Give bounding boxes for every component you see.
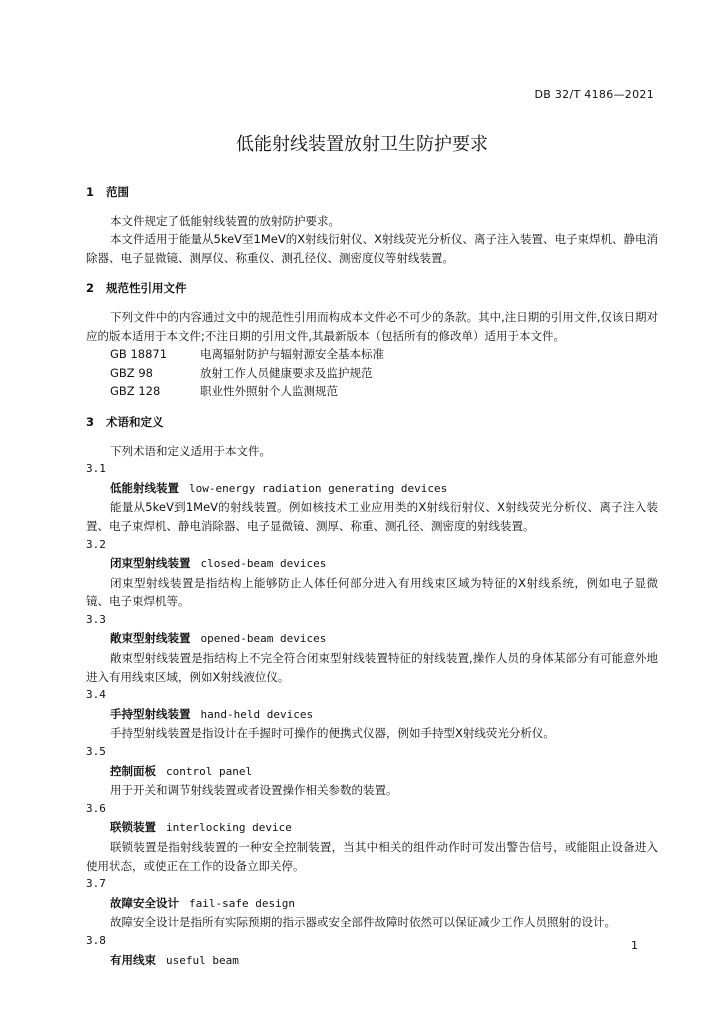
term-definition: 闭束型射线装置是指结构上能够防止人体任何部分进入有用线束区域为特征的X射线系统，例如电子显微镜、电子束焊机等。 — [86, 575, 658, 609]
paragraph: 本文件规定了低能射线装置的放射防护要求。 — [110, 213, 340, 228]
paragraph: 下列文件中的内容通过文中的规范性引用而构成本文件必不可少的条款。其中,注日期的引用文件,仅该日期对应的版本适用于本文件;不注日期的引用文件,其最新版本（包括所有的修改单）适用于本文件。 — [86, 309, 658, 343]
term-number: 3.5 — [86, 745, 106, 759]
reference-code: GB 18871 — [110, 347, 168, 362]
term-definition: 手持型射线装置是指设计在手握时可操作的便携式仪器，例如手持型X射线荧光分析仪。 — [110, 726, 555, 741]
term-name-zh: 故障安全设计 — [110, 895, 179, 910]
reference-code: GBZ 98 — [110, 365, 153, 380]
reference-row — [86, 345, 658, 364]
reference-code: GBZ 128 — [110, 384, 161, 399]
term-name-zh: 联锁装置 — [110, 820, 156, 835]
document-title: 低能射线装置放射卫生防护要求 — [236, 134, 488, 155]
section-title: 术语和定义 — [106, 414, 164, 429]
reference-title: 电离辐射防护与辐射源安全基本标准 — [200, 347, 384, 362]
standard-number: DB 32/T 4186—2021 — [534, 88, 654, 101]
term-number: 3.4 — [86, 688, 106, 702]
reference-row — [86, 364, 658, 383]
term-number: 3.7 — [86, 877, 106, 891]
term-name-zh: 敞束型射线装置 — [110, 631, 191, 646]
term-name-en: closed-beam devices — [200, 557, 327, 571]
paragraph — [86, 230, 658, 267]
term-number: 3.3 — [86, 612, 106, 626]
term-name — [86, 705, 658, 725]
reference-title: 放射工作人员健康要求及监护规范 — [200, 365, 373, 380]
term-definition: 故障安全设计是指所有实际预期的指示器或安全部件故障时依然可以保证减少工作人员照射的设计。 — [110, 915, 616, 930]
term-name-en: low-energy radiation generating devices — [189, 481, 448, 495]
term-definition: 用于开关和调节射线装置或者设置操作相关参数的装置。 — [110, 783, 398, 798]
term-name — [86, 762, 658, 782]
term-definition: 能量从5keV到1MeV的射线装置。例如核技术工业应用类的X射线衍射仪、X射线荧光分析仪、离子注入装置、电子束焊机、静电消除器、电子显微镜、测厚、称重、测孔径、测密度的射线装置。 — [86, 500, 658, 533]
term-name-zh: 有用线束 — [110, 952, 156, 967]
term-name-en: hand-held devices — [200, 707, 314, 721]
term-name-zh: 控制面板 — [110, 763, 156, 778]
term-number: 3.6 — [86, 801, 106, 815]
term-name — [86, 629, 658, 649]
term-name-en: control panel — [166, 764, 253, 778]
term-name — [86, 554, 658, 574]
term-number: 3.2 — [86, 537, 106, 551]
document-body — [86, 183, 658, 970]
section-number: 1 — [86, 185, 95, 199]
paragraph: 下列术语和定义适用于本文件。 — [110, 443, 271, 458]
term-name — [86, 479, 658, 499]
term-name-zh: 闭束型射线装置 — [110, 556, 191, 571]
term-name-en: interlocking device — [166, 821, 292, 835]
section-2-heading — [86, 279, 658, 298]
term-name-zh: 低能射线装置 — [110, 480, 179, 495]
term-name-zh: 手持型射线装置 — [110, 706, 191, 721]
section-number: 3 — [86, 414, 95, 429]
section-title: 规范性引用文件 — [106, 281, 187, 296]
term-name — [86, 894, 658, 914]
term-name — [86, 818, 658, 838]
section-1-heading — [86, 183, 658, 202]
term-definition: 敞束型射线装置是指结构上不完全符合闭束型射线装置特征的射线装置,操作人员的身体某部分有可能意外地进入有用线束区域，例如X射线液位仪。 — [86, 651, 658, 684]
term-name-en: fail-safe design — [189, 896, 295, 910]
term-name-en: useful beam — [166, 953, 239, 967]
reference-title: 职业性外照射个人监测规范 — [200, 384, 338, 399]
paragraph-text: 本文件适用于能量从5keV至1MeV的X射线衍射仪、X射线荧光分析仪、离子注入装置、电子束焊机、静电消除器、电子显微镜、测厚仪、称重仪、测孔径仪、测密度仪等射线装置。 — [86, 232, 658, 265]
section-3-heading — [86, 413, 658, 432]
section-title: 范围 — [106, 185, 129, 199]
section-number: 2 — [86, 281, 95, 296]
page-number: 1 — [631, 939, 638, 952]
term-number: 3.8 — [86, 933, 106, 947]
reference-row — [86, 382, 658, 401]
term-name — [86, 951, 658, 971]
term-definition: 联锁装置是指射线装置的一种安全控制装置，当其中相关的组件动作时可发出警告信号，或能阻止设备进入使用状态，或使正在工作的设备立即关停。 — [86, 840, 658, 873]
term-number: 3.1 — [86, 462, 106, 476]
term-name-en: opened-beam devices — [200, 632, 327, 646]
